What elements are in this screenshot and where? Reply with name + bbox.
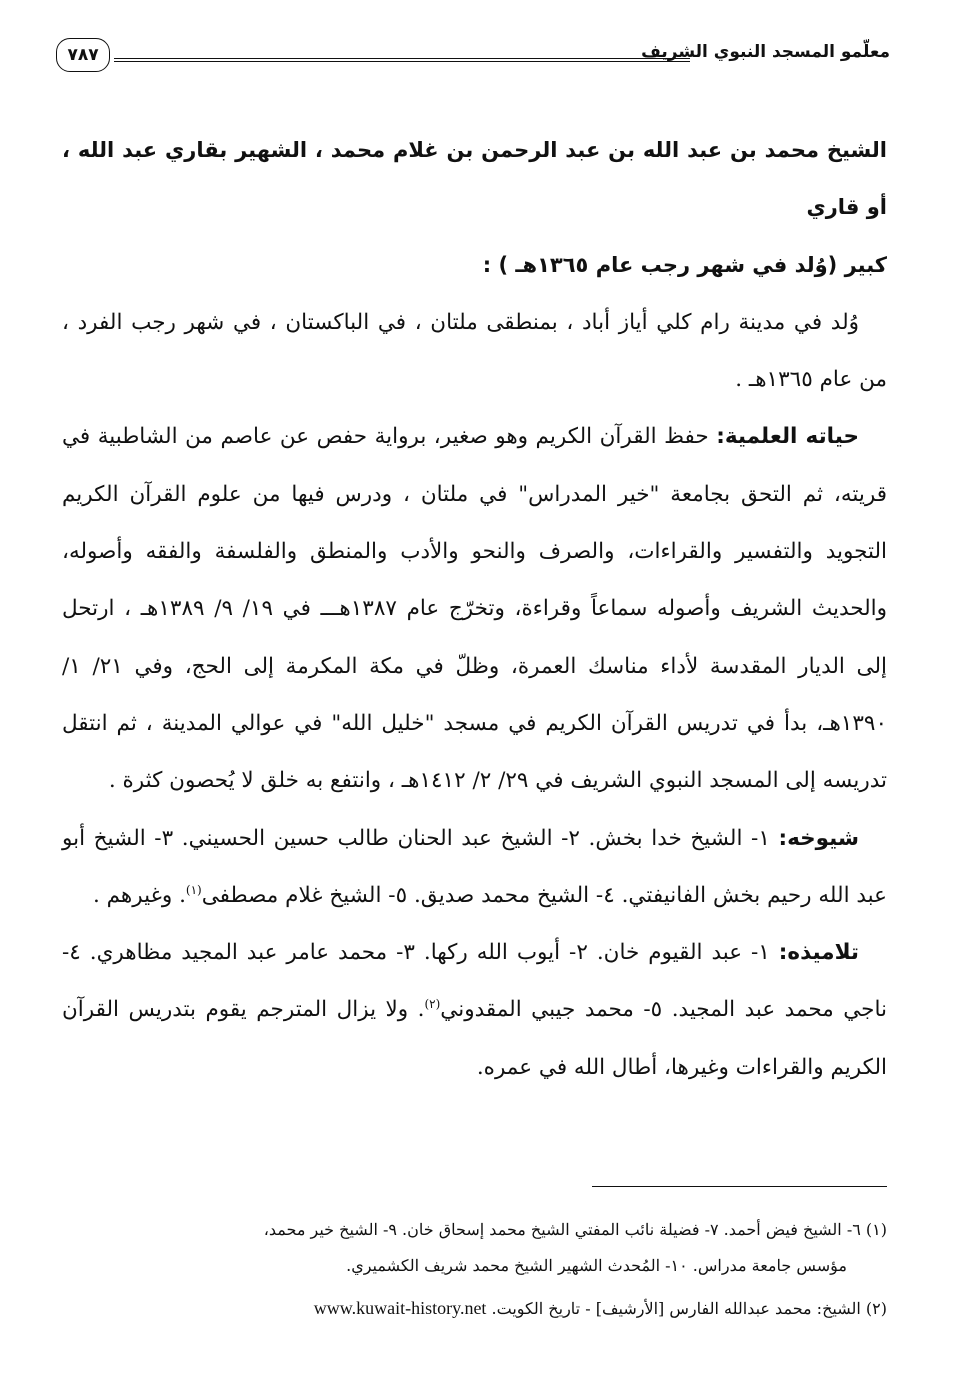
heading-line-1: الشيخ محمد بن عبد الله بن عبد الرحمن بن غلام محمد ، الشهير بقاري عبد الله ، أو قاري — [62, 138, 887, 220]
footnote-2-text: (٢) الشيخ: محمد عبدالله الفارس [الأرشيف] - تاريخ الكويت. — [486, 1299, 887, 1318]
footnote-2 — [62, 1290, 887, 1327]
source-url[interactable]: www.kuwait-history.net — [313, 1298, 487, 1318]
page-header — [50, 38, 890, 78]
life-label: حياته العلمية: — [716, 424, 860, 450]
life-text: حفظ القرآن الكريم وهو صغير، برواية حفص عن عاصم من الشاطبية في قريته، ثم التحق بجامعة "خير المدراس" في ملتان ، ودرس فيها من علوم القرآن الكريم التجويد والتفسير والقراءات، والصرف والنحو والأدب والمنطق والفلسفة والفقه وأصوله، والحديث الشريف وأصوله سماعاً وقراءة، وتخرّج عام ١٣٨٧هـــ في ١٩/ ٩/ ١٣٨٩هـ ، ارتحل إلى الديار المقدسة لأداء مناسك العمرة، وظلّ في مكة المكرمة إلى الحج، وفي ٢١/ ١/ ١٣٩٠هـ، بدأ في تدريس القرآن الكريم في مسجد "خليل الله" في عوالي المدينة ، ثم انتقل تدريسه إلى المسجد النبوي الشريف في ٢٩/ ٢/ ١٤١٢هـ ، وانتفع به خلق لا يُحصون كثرة . — [62, 424, 888, 794]
footnote-ref-1[interactable]: (١) — [185, 882, 202, 897]
footnote-separator — [592, 1186, 887, 1187]
footnote-1-line-2: مؤسس جامعة مدراس. ١٠- المُحدث الشهير الشيخ محمد شريف الكشميري. — [346, 1256, 847, 1275]
students-text: ١- عبد القيوم خان. ٢- أيوب الله ركها. ٣- محمد عامر عبد المجيد مظاهري. ٤- ناجي محمد عبد المجيد. ٥- محمد جيبي المقدوني — [62, 940, 888, 1023]
header-rule — [114, 58, 690, 62]
students-paragraph — [62, 924, 887, 1096]
birth-paragraph: وُلد في مدينة رام كلي أياز أباد ، بمنطقى ملتان ، في الباكستان ، في شهر رجب الفرد ، من عام ١٣٦٥هـ . — [62, 309, 887, 393]
biography-heading — [62, 122, 887, 294]
footnotes — [62, 1212, 887, 1327]
teachers-end: . وغيرهم . — [92, 882, 186, 908]
teachers-text: ١- الشيخ خدا بخش. ٢- الشيخ عبد الحنان طالب حسين الحسيني. ٣- الشيخ أبو عبد الله رحيم بخش الفانيفتي. ٤- الشيخ محمد صديق. ٥- الشيخ غلام مصطفى — [62, 825, 887, 908]
footnote-1-line-1: (١) ٦- الشيخ فيض أحمد. ٧- فضيلة نائب المفتي الشيخ محمد إسحاق خان. ٩- الشيخ خير محمد، — [263, 1220, 887, 1239]
teachers-label: شيوخه: — [778, 825, 859, 851]
students-end: . ولا يزال المترجم يقوم بتدريس القرآن الكريم والقراءات وغيرها، أطال الله في عمره. — [62, 997, 887, 1080]
heading-line-2: كبير (وُلد في شهر رجب عام ١٣٦٥هـ ) : — [482, 252, 887, 277]
teachers-paragraph — [62, 810, 887, 925]
footnote-ref-2[interactable]: (٢) — [424, 997, 441, 1012]
life-paragraph — [62, 408, 887, 809]
running-title: معلّمو المسجد النبوي الشريف — [641, 42, 890, 62]
students-label: تلاميذه: — [778, 940, 859, 966]
main-text — [62, 122, 887, 1096]
page-number: ٧٨٧ — [56, 38, 110, 72]
